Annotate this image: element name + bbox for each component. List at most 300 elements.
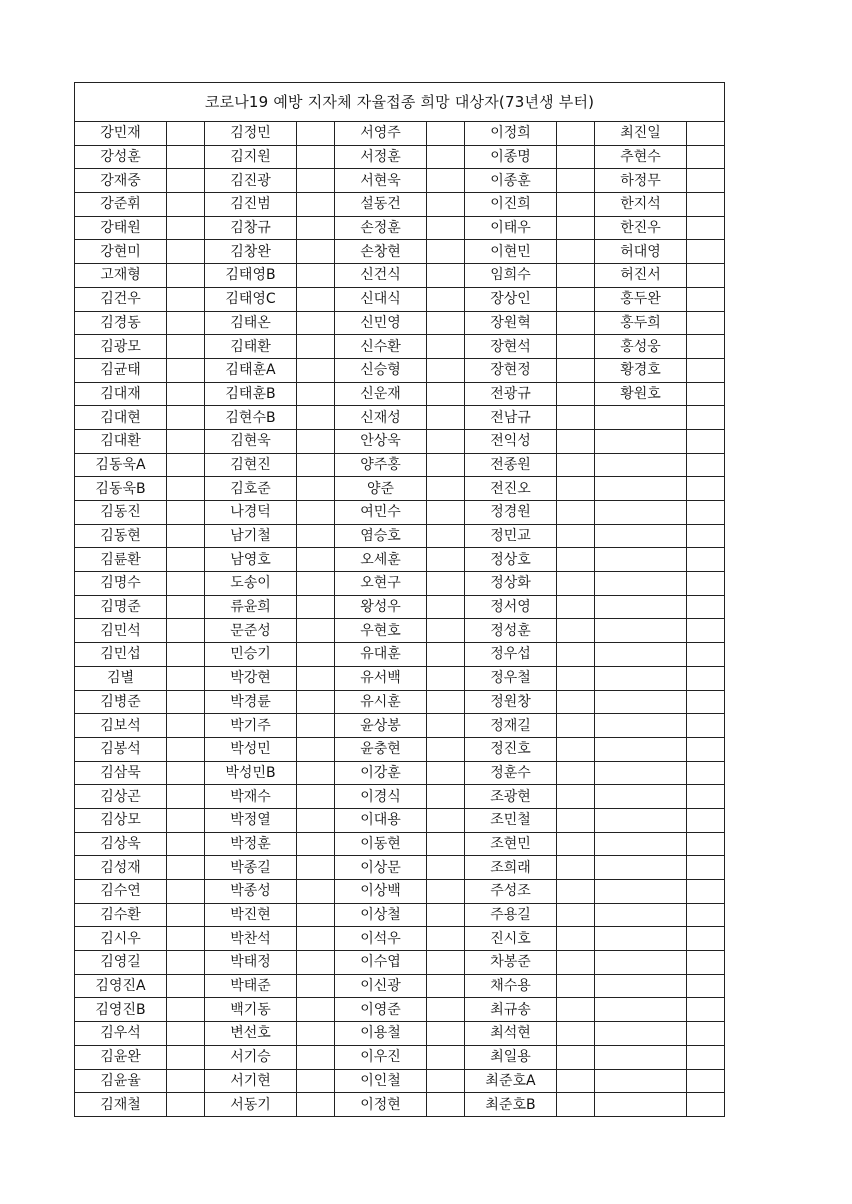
name-cell: 백기동: [205, 998, 297, 1022]
name-cell: 진시호: [465, 927, 557, 951]
name-cell: 김영진A: [75, 974, 167, 998]
blank-cell: [297, 358, 335, 382]
applicant-table: [74, 82, 725, 1117]
name-cell: [595, 856, 687, 880]
blank-cell: [297, 880, 335, 904]
name-cell: 신재성: [335, 406, 427, 430]
name-cell: 박경륜: [205, 690, 297, 714]
blank-cell: [557, 477, 595, 501]
blank-cell: [687, 358, 725, 382]
table-row: [75, 880, 725, 904]
name-cell: 정재길: [465, 714, 557, 738]
name-cell: 이정희: [465, 122, 557, 146]
name-cell: 한지석: [595, 193, 687, 217]
table-row: [75, 1069, 725, 1093]
table-row: [75, 785, 725, 809]
name-cell: 정민교: [465, 524, 557, 548]
name-cell: 김진광: [205, 169, 297, 193]
blank-cell: [167, 666, 205, 690]
blank-cell: [167, 429, 205, 453]
table-row: [75, 951, 725, 975]
name-cell: 김수연: [75, 880, 167, 904]
name-cell: 정우섭: [465, 643, 557, 667]
name-cell: 김대환: [75, 429, 167, 453]
table-row: [75, 927, 725, 951]
name-cell: [595, 429, 687, 453]
blank-cell: [427, 595, 465, 619]
blank-cell: [297, 808, 335, 832]
name-cell: 변선호: [205, 1022, 297, 1046]
blank-cell: [687, 951, 725, 975]
blank-cell: [687, 619, 725, 643]
name-cell: 류윤희: [205, 595, 297, 619]
name-cell: 정진호: [465, 737, 557, 761]
name-cell: [595, 453, 687, 477]
name-cell: [595, 785, 687, 809]
name-cell: 김지원: [205, 145, 297, 169]
blank-cell: [297, 927, 335, 951]
name-cell: 김상욱: [75, 832, 167, 856]
name-cell: 서영주: [335, 122, 427, 146]
name-cell: 서정훈: [335, 145, 427, 169]
name-cell: 신대식: [335, 287, 427, 311]
blank-cell: [687, 832, 725, 856]
blank-cell: [427, 714, 465, 738]
blank-cell: [297, 856, 335, 880]
name-cell: [595, 903, 687, 927]
blank-cell: [427, 856, 465, 880]
name-cell: 윤상봉: [335, 714, 427, 738]
blank-cell: [427, 1093, 465, 1117]
blank-cell: [167, 335, 205, 359]
blank-cell: [167, 501, 205, 525]
name-cell: 우현호: [335, 619, 427, 643]
blank-cell: [427, 998, 465, 1022]
blank-cell: [297, 737, 335, 761]
table-row: [75, 903, 725, 927]
name-cell: 최준호B: [465, 1093, 557, 1117]
name-cell: 차봉준: [465, 951, 557, 975]
name-cell: 박성민: [205, 737, 297, 761]
name-cell: 조광현: [465, 785, 557, 809]
table-row: [75, 169, 725, 193]
blank-cell: [687, 927, 725, 951]
blank-cell: [297, 382, 335, 406]
blank-cell: [557, 880, 595, 904]
name-cell: 임희수: [465, 264, 557, 288]
name-cell: 최진일: [595, 122, 687, 146]
name-cell: 손창현: [335, 240, 427, 264]
blank-cell: [687, 524, 725, 548]
blank-cell: [427, 785, 465, 809]
name-cell: 신민영: [335, 311, 427, 335]
blank-cell: [167, 619, 205, 643]
name-cell: 신승형: [335, 358, 427, 382]
blank-cell: [427, 1022, 465, 1046]
name-cell: 이강훈: [335, 761, 427, 785]
name-cell: [595, 524, 687, 548]
name-cell: 이용철: [335, 1022, 427, 1046]
name-cell: 강태원: [75, 216, 167, 240]
blank-cell: [167, 1022, 205, 1046]
name-cell: 황경호: [595, 358, 687, 382]
table-row: [75, 1093, 725, 1117]
blank-cell: [557, 785, 595, 809]
table-row: [75, 193, 725, 217]
blank-cell: [557, 1069, 595, 1093]
name-cell: 김상곤: [75, 785, 167, 809]
blank-cell: [557, 643, 595, 667]
name-cell: [595, 477, 687, 501]
name-cell: 주성조: [465, 880, 557, 904]
blank-cell: [687, 785, 725, 809]
blank-cell: [427, 264, 465, 288]
name-cell: 박정훈: [205, 832, 297, 856]
name-cell: 양주홍: [335, 453, 427, 477]
table-row: [75, 382, 725, 406]
name-cell: 김우석: [75, 1022, 167, 1046]
name-cell: [595, 761, 687, 785]
blank-cell: [167, 927, 205, 951]
name-cell: 박정열: [205, 808, 297, 832]
name-cell: 김영진B: [75, 998, 167, 1022]
blank-cell: [167, 287, 205, 311]
name-cell: 김명준: [75, 595, 167, 619]
name-cell: 전남규: [465, 406, 557, 430]
name-cell: 김시우: [75, 927, 167, 951]
blank-cell: [167, 974, 205, 998]
name-cell: 남기철: [205, 524, 297, 548]
name-cell: 유대훈: [335, 643, 427, 667]
name-cell: 이영준: [335, 998, 427, 1022]
name-cell: [595, 1045, 687, 1069]
blank-cell: [427, 1069, 465, 1093]
blank-cell: [297, 145, 335, 169]
name-cell: 허진서: [595, 264, 687, 288]
name-cell: 홍두완: [595, 287, 687, 311]
blank-cell: [167, 453, 205, 477]
name-cell: 신운재: [335, 382, 427, 406]
blank-cell: [687, 714, 725, 738]
name-cell: 김현욱: [205, 429, 297, 453]
name-cell: 장상인: [465, 287, 557, 311]
name-cell: 박기주: [205, 714, 297, 738]
blank-cell: [557, 832, 595, 856]
name-cell: 신수환: [335, 335, 427, 359]
table-row: [75, 406, 725, 430]
name-cell: 서기승: [205, 1045, 297, 1069]
name-cell: 전진오: [465, 477, 557, 501]
blank-cell: [167, 690, 205, 714]
blank-cell: [557, 169, 595, 193]
title-row: [75, 83, 725, 122]
name-cell: 이태우: [465, 216, 557, 240]
blank-cell: [557, 216, 595, 240]
name-cell: 추현수: [595, 145, 687, 169]
blank-cell: [687, 1045, 725, 1069]
blank-cell: [687, 264, 725, 288]
blank-cell: [427, 666, 465, 690]
table-row: [75, 548, 725, 572]
name-cell: 김정민: [205, 122, 297, 146]
blank-cell: [427, 808, 465, 832]
name-cell: 김경동: [75, 311, 167, 335]
blank-cell: [557, 548, 595, 572]
name-cell: 윤충현: [335, 737, 427, 761]
blank-cell: [297, 548, 335, 572]
blank-cell: [297, 1022, 335, 1046]
blank-cell: [557, 1045, 595, 1069]
blank-cell: [557, 714, 595, 738]
name-cell: 김태영C: [205, 287, 297, 311]
blank-cell: [297, 477, 335, 501]
blank-cell: [427, 240, 465, 264]
blank-cell: [427, 951, 465, 975]
name-cell: 정훈수: [465, 761, 557, 785]
name-cell: 이상백: [335, 880, 427, 904]
name-cell: 신건식: [335, 264, 427, 288]
name-cell: 오현구: [335, 572, 427, 596]
blank-cell: [687, 1093, 725, 1117]
blank-cell: [167, 998, 205, 1022]
name-cell: 강재중: [75, 169, 167, 193]
name-cell: 김태훈B: [205, 382, 297, 406]
blank-cell: [297, 169, 335, 193]
blank-cell: [297, 785, 335, 809]
name-cell: 염승호: [335, 524, 427, 548]
name-cell: 김동진: [75, 501, 167, 525]
name-cell: 하정무: [595, 169, 687, 193]
name-cell: 김봉석: [75, 737, 167, 761]
blank-cell: [427, 429, 465, 453]
name-cell: 김민섭: [75, 643, 167, 667]
name-cell: 채수용: [465, 974, 557, 998]
blank-cell: [687, 453, 725, 477]
blank-cell: [167, 311, 205, 335]
blank-cell: [557, 1093, 595, 1117]
name-cell: [595, 1069, 687, 1093]
name-cell: 김대재: [75, 382, 167, 406]
blank-cell: [687, 903, 725, 927]
name-cell: 허대영: [595, 240, 687, 264]
name-cell: 김병준: [75, 690, 167, 714]
name-cell: 박종길: [205, 856, 297, 880]
name-cell: 강민재: [75, 122, 167, 146]
blank-cell: [557, 193, 595, 217]
name-cell: 김수환: [75, 903, 167, 927]
name-cell: 이상철: [335, 903, 427, 927]
table-row: [75, 335, 725, 359]
name-cell: 김영길: [75, 951, 167, 975]
blank-cell: [427, 145, 465, 169]
blank-cell: [427, 216, 465, 240]
name-cell: 김동현: [75, 524, 167, 548]
blank-cell: [297, 216, 335, 240]
blank-cell: [167, 169, 205, 193]
blank-cell: [557, 903, 595, 927]
blank-cell: [687, 429, 725, 453]
blank-cell: [427, 548, 465, 572]
blank-cell: [687, 974, 725, 998]
table-row: [75, 666, 725, 690]
blank-cell: [297, 619, 335, 643]
name-cell: 최석현: [465, 1022, 557, 1046]
name-cell: 홍성웅: [595, 335, 687, 359]
blank-cell: [167, 714, 205, 738]
name-cell: 이현민: [465, 240, 557, 264]
blank-cell: [297, 595, 335, 619]
name-cell: 김윤율: [75, 1069, 167, 1093]
blank-cell: [687, 737, 725, 761]
blank-cell: [297, 193, 335, 217]
blank-cell: [687, 145, 725, 169]
blank-cell: [167, 216, 205, 240]
blank-cell: [167, 1069, 205, 1093]
blank-cell: [167, 264, 205, 288]
blank-cell: [427, 974, 465, 998]
name-cell: 황원호: [595, 382, 687, 406]
name-cell: 김삼묵: [75, 761, 167, 785]
blank-cell: [557, 429, 595, 453]
blank-cell: [687, 169, 725, 193]
name-cell: 민승기: [205, 643, 297, 667]
name-cell: 김현진: [205, 453, 297, 477]
name-cell: [595, 974, 687, 998]
blank-cell: [427, 619, 465, 643]
blank-cell: [557, 122, 595, 146]
blank-cell: [297, 903, 335, 927]
blank-cell: [557, 453, 595, 477]
name-cell: 강준휘: [75, 193, 167, 217]
blank-cell: [167, 524, 205, 548]
name-cell: [595, 880, 687, 904]
blank-cell: [687, 287, 725, 311]
name-cell: 박종성: [205, 880, 297, 904]
table-row: [75, 690, 725, 714]
name-cell: [595, 643, 687, 667]
name-cell: 김진범: [205, 193, 297, 217]
name-cell: 정상호: [465, 548, 557, 572]
blank-cell: [427, 1045, 465, 1069]
table-row: [75, 501, 725, 525]
blank-cell: [297, 974, 335, 998]
name-cell: [595, 666, 687, 690]
name-cell: [595, 832, 687, 856]
blank-cell: [297, 240, 335, 264]
name-cell: 정서영: [465, 595, 557, 619]
blank-cell: [427, 382, 465, 406]
name-cell: 한진우: [595, 216, 687, 240]
name-cell: 왕성우: [335, 595, 427, 619]
name-cell: 이신광: [335, 974, 427, 998]
blank-cell: [297, 264, 335, 288]
name-cell: 정우철: [465, 666, 557, 690]
blank-cell: [427, 501, 465, 525]
blank-cell: [687, 501, 725, 525]
name-cell: 양준: [335, 477, 427, 501]
table-row: [75, 856, 725, 880]
name-cell: 문준성: [205, 619, 297, 643]
blank-cell: [297, 643, 335, 667]
name-cell: 이정현: [335, 1093, 427, 1117]
blank-cell: [557, 358, 595, 382]
name-cell: [595, 737, 687, 761]
blank-cell: [297, 832, 335, 856]
name-cell: 오세훈: [335, 548, 427, 572]
name-cell: 정원창: [465, 690, 557, 714]
name-cell: 이석우: [335, 927, 427, 951]
name-cell: 김별: [75, 666, 167, 690]
blank-cell: [687, 595, 725, 619]
name-cell: 김태환: [205, 335, 297, 359]
blank-cell: [427, 903, 465, 927]
name-cell: 김륜환: [75, 548, 167, 572]
blank-cell: [687, 666, 725, 690]
blank-cell: [427, 287, 465, 311]
table-row: [75, 1022, 725, 1046]
blank-cell: [687, 311, 725, 335]
table-row: [75, 737, 725, 761]
blank-cell: [557, 927, 595, 951]
name-cell: 김민석: [75, 619, 167, 643]
blank-cell: [557, 761, 595, 785]
blank-cell: [687, 643, 725, 667]
blank-cell: [167, 406, 205, 430]
name-cell: 이진희: [465, 193, 557, 217]
name-cell: 장현석: [465, 335, 557, 359]
blank-cell: [557, 856, 595, 880]
blank-cell: [427, 643, 465, 667]
table-row: [75, 572, 725, 596]
name-cell: [595, 1093, 687, 1117]
blank-cell: [687, 856, 725, 880]
blank-cell: [687, 998, 725, 1022]
name-cell: 유서백: [335, 666, 427, 690]
blank-cell: [427, 193, 465, 217]
blank-cell: [297, 335, 335, 359]
name-cell: 정경원: [465, 501, 557, 525]
blank-cell: [687, 122, 725, 146]
blank-cell: [557, 951, 595, 975]
table-row: [75, 145, 725, 169]
name-cell: [595, 572, 687, 596]
table-row: [75, 358, 725, 382]
name-cell: [595, 927, 687, 951]
blank-cell: [687, 382, 725, 406]
blank-cell: [167, 951, 205, 975]
name-cell: [595, 951, 687, 975]
name-cell: 박성민B: [205, 761, 297, 785]
table-row: [75, 216, 725, 240]
blank-cell: [557, 264, 595, 288]
blank-cell: [167, 737, 205, 761]
name-cell: 김성재: [75, 856, 167, 880]
blank-cell: [167, 122, 205, 146]
name-cell: [595, 595, 687, 619]
blank-cell: [297, 714, 335, 738]
blank-cell: [167, 808, 205, 832]
blank-cell: [427, 690, 465, 714]
blank-cell: [557, 690, 595, 714]
name-cell: 강현미: [75, 240, 167, 264]
name-cell: [595, 501, 687, 525]
name-cell: 김태온: [205, 311, 297, 335]
name-cell: 김보석: [75, 714, 167, 738]
blank-cell: [167, 1045, 205, 1069]
name-cell: 여민수: [335, 501, 427, 525]
blank-cell: [167, 832, 205, 856]
name-cell: 이동현: [335, 832, 427, 856]
